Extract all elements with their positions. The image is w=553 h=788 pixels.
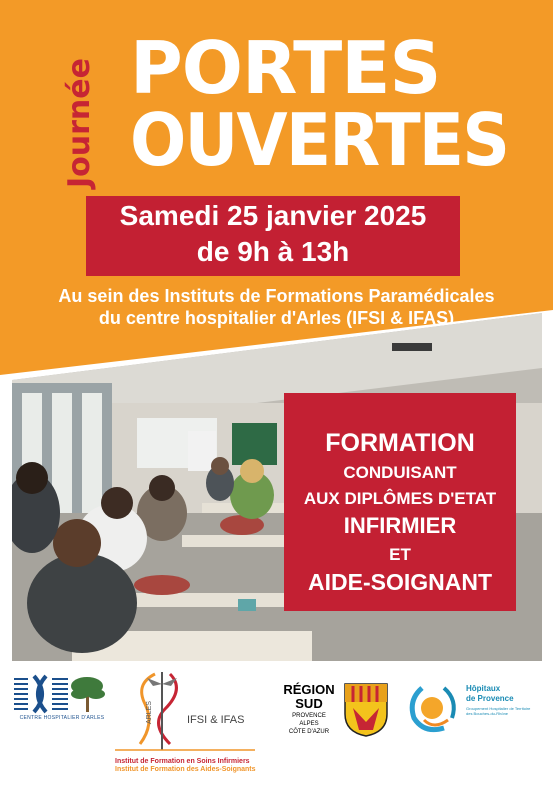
hopitaux-de-provence-logo [404, 680, 534, 740]
ifsi-ifas-name: IFSI & IFAS [187, 714, 245, 726]
caduceus-icon [115, 664, 261, 754]
formation-line-1: FORMATION [325, 429, 475, 457]
hopitaux-swirl-icon [404, 680, 462, 736]
subtitle-line-2: du centre hospitalier d'Arles (IFSI & IFAS) [98, 308, 455, 328]
region-title-2: SUD [295, 696, 323, 711]
formation-box [284, 393, 516, 611]
region-sub-3: CÔTE D'AZUR [288, 729, 330, 735]
formation-line-4: INFIRMIER [343, 513, 457, 538]
date-banner [86, 196, 460, 276]
hp-title-1: Hôpitaux [466, 684, 501, 693]
region-shield-icon [343, 682, 389, 738]
subtitle-line-1: Au sein des Instituts de Formations Paramédicales [58, 286, 495, 306]
ifsi-line-2: Institut de Formation des Aides-Soignants [115, 766, 256, 773]
centre-hospitalier-logo-mark-icon [12, 672, 108, 716]
date-text: Samedi 25 janvier 2025 [119, 200, 427, 231]
time-text: de 9h à 13h [196, 236, 350, 267]
region-sub-1: PROVENCE [292, 713, 326, 719]
hp-subtitle: Groupement Hospitalier de Territoire des Bouches-du-Rhône [466, 706, 531, 716]
region-sub-2: ALPES [299, 721, 319, 727]
centre-hospitalier-text: CENTRE HOSPITALIER D'ARLES [19, 715, 105, 721]
ifsi-line-1: Institut de Formation en Soins Infirmiers [115, 758, 250, 765]
arles-badge-text: ARLES [146, 701, 153, 724]
title-line-2: OUVERTES [130, 98, 509, 182]
hp-title-2: de Provence [466, 694, 514, 703]
journee-label: Journée [62, 58, 97, 188]
formation-line-2: CONDUISANT [343, 463, 457, 482]
region-title-1: RÉGION [283, 682, 335, 697]
centre-hospitalier-logo [12, 672, 108, 722]
region-sud-logo [277, 682, 397, 742]
formation-line-6: AIDE-SOIGNANT [308, 569, 492, 595]
formation-line-3: AUX DIPLÔMES D'ETAT [303, 489, 497, 508]
title-line-1: PORTES [130, 26, 441, 110]
ifsi-ifas-logo [115, 664, 261, 778]
formation-line-5: ET [389, 545, 411, 564]
